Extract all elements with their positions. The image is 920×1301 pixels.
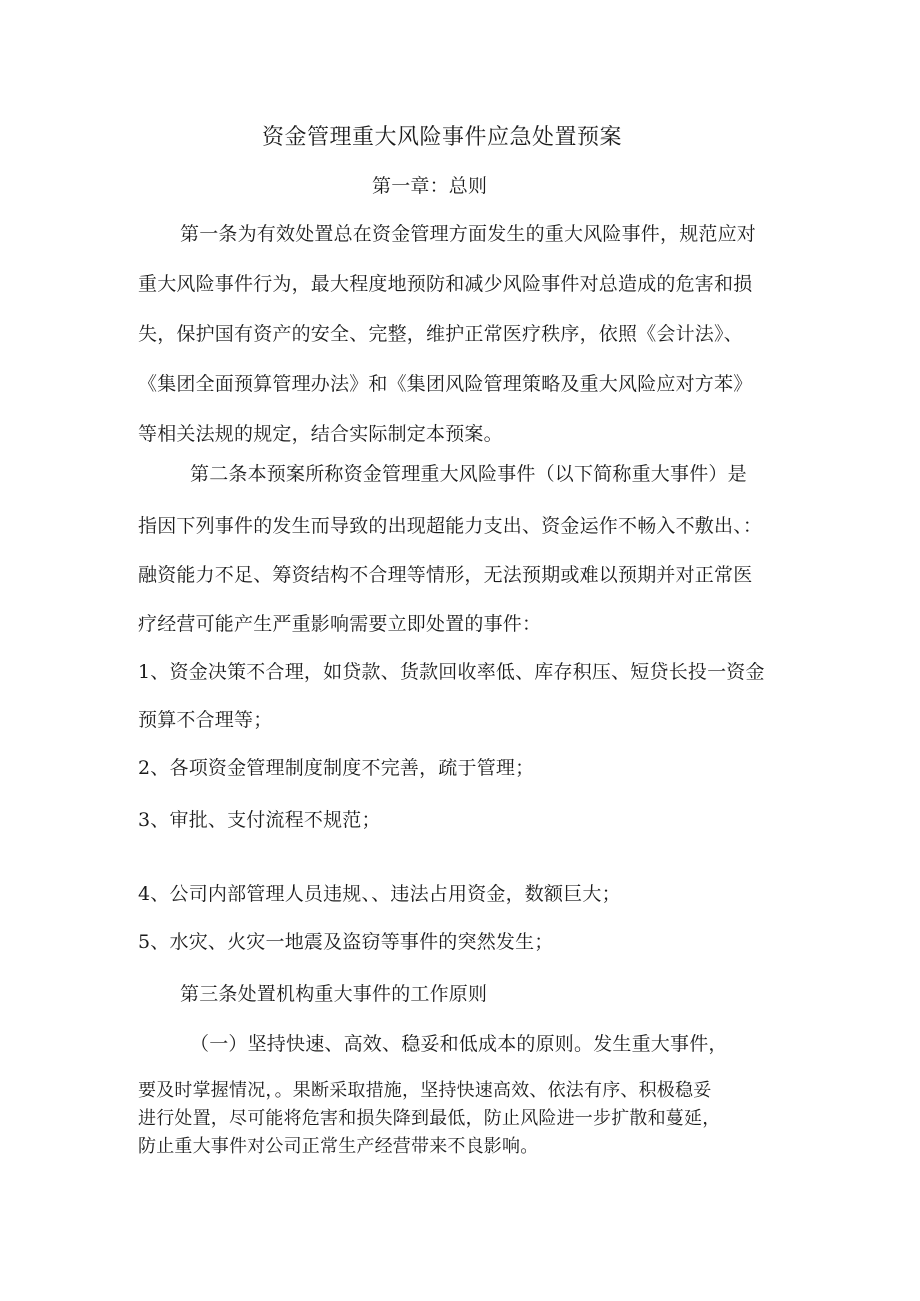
text-line: 疗经营可能产生严重影响需要立即处置的事件：: [138, 613, 542, 635]
text-line: 防止重大事件对公司正常生产经营带来不良影响。: [138, 1136, 539, 1157]
list-item: 5、水灾、火灾一地震及盗窃等事件的突然发生；: [138, 931, 554, 953]
text-line: 指因下列事件的发生而导致的出现超能力支出、资金运作不畅入不敷出、：: [138, 515, 763, 537]
chapter-heading: 第一章：总则: [372, 175, 488, 197]
text-line: 重大风险事件行为，最大程度地预防和减少风险事件对总造成的危害和损: [138, 273, 753, 295]
list-item: 1、资金决策不合理，如贷款、货款回收率低、库存积压、短贷长投一资金: [138, 661, 765, 683]
text-line: 第一条为有效处置总在资金管理方面发生的重大风险事件，规范应对: [180, 223, 757, 245]
text-line: 失，保护国有资产的安全、完整，维护正常医疗秩序，依照《会计法》、: [138, 323, 743, 345]
text-line: 融资能力不足、筹资结构不合理等情形，无法预期或难以预期并对正常医: [138, 564, 753, 586]
text-line: 预算不合理等；: [138, 709, 273, 731]
text-line: 《集团全面预算管理办法》和《集团风险管理策略及重大风险应对方苯》: [138, 373, 753, 395]
text-line: （一）坚持快速、高效、稳妥和低成本的原则。发生重大事件，: [190, 1033, 728, 1055]
list-item: 4、公司内部管理人员违规、、违法占用资金，数额巨大；: [138, 883, 621, 905]
article-heading: 第三条处置机构重大事件的工作原则: [180, 983, 488, 1005]
list-item: 3、审批、支付流程不规范；: [138, 809, 381, 831]
text-line: 进行处置，尽可能将危害和损失降到最低，防止风险进一步扩散和蔓延，: [138, 1108, 721, 1129]
list-item: 2、各项资金管理制度制度不完善，疏于管理；: [138, 757, 535, 779]
text-line: 要及时掌握情况，。果断采取措施，坚持快速高效、依法有序、积极稳妥: [138, 1080, 712, 1101]
text-line: 等相关法规的规定，结合实际制定本预案。: [138, 423, 503, 445]
text-line: 第二条本预案所称资金管理重大风险事件（以下简称重大事件）是: [190, 463, 747, 485]
document-title: 资金管理重大风险事件应急处置预案: [262, 125, 623, 150]
